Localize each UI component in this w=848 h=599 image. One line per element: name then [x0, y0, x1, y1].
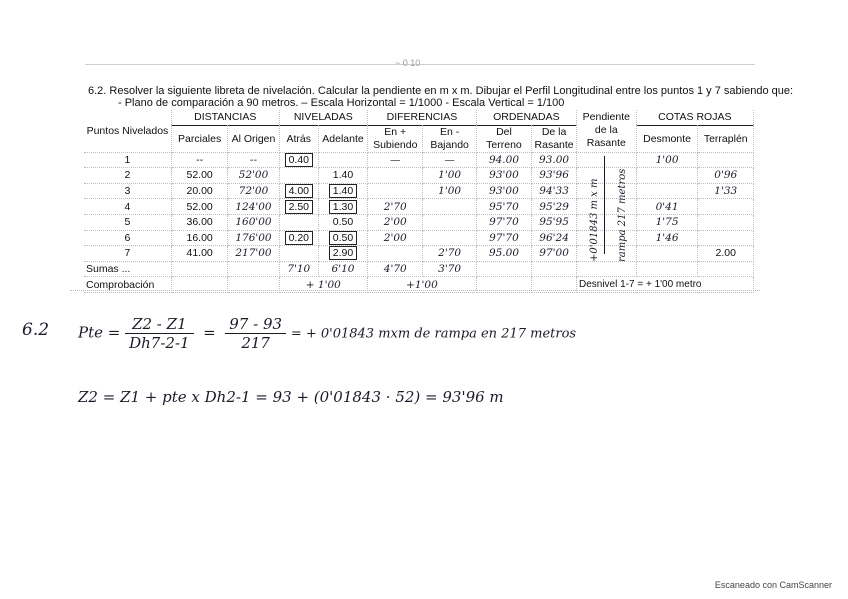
cell-adelante-value: 1.40	[332, 169, 354, 182]
pte-label: Pte =	[78, 323, 121, 342]
header-atras: Atrás	[279, 125, 318, 152]
cell-desmonte	[636, 168, 698, 184]
cell-atras-value: 0.20	[285, 231, 313, 245]
header-adelante: Adelante	[319, 125, 368, 152]
cell-al-origen-value: --	[249, 153, 258, 166]
fraction-symbolic-den: Dh7-2-1	[129, 334, 190, 352]
cell-desmonte	[636, 199, 698, 215]
cell-rasante-value: 95'95	[539, 216, 569, 229]
comprobacion-label: Comprobación	[84, 277, 171, 293]
table-row	[84, 199, 754, 215]
cell-terreno-value: 95.00	[488, 247, 519, 260]
top-fragment: ~ 0 10	[395, 58, 421, 68]
cell-pendiente	[576, 152, 636, 168]
cell-adelante-value: 0.50	[332, 216, 354, 229]
header-terreno: Del Terreno	[476, 125, 531, 152]
separator	[70, 290, 760, 291]
cell-terraplen	[698, 183, 754, 199]
cell-punto	[84, 246, 171, 262]
cell-punto	[84, 199, 171, 215]
cell-parciales	[171, 214, 227, 230]
cell-bajando-value: —	[444, 153, 455, 166]
cell-al-origen	[228, 246, 279, 262]
cell-subiendo-value: 2'00	[383, 216, 407, 229]
header-parciales: Parciales	[171, 125, 227, 152]
header-al-origen: Al Origen	[228, 125, 279, 152]
solution-number: 6.2	[22, 320, 50, 340]
comprobacion-niveladas: + 1'00	[279, 277, 367, 293]
fraction-numeric-den: 217	[241, 334, 270, 352]
cell-desmonte	[636, 230, 698, 246]
cell-adelante	[319, 183, 368, 199]
solution-result-1: = + 0'01843 mxm de rampa en 217 metros	[290, 326, 577, 342]
cell-desmonte-value: 1'46	[655, 231, 679, 244]
cell-adelante-value: 1.40	[329, 184, 357, 198]
cell-rasante-value: 95'29	[539, 200, 569, 213]
cell-adelante	[319, 199, 368, 215]
header-distancias: DISTANCIAS	[171, 110, 279, 125]
cell-rasante-value: 97'00	[539, 247, 569, 260]
cell-terreno	[476, 199, 531, 215]
solution-formula-2: Z2 = Z1 + pte x Dh2-1 = 93 + (0'01843 · 52) = 93'96 m	[78, 388, 504, 406]
cell-subiendo	[368, 214, 423, 230]
header-rasante: De la Rasante	[532, 125, 577, 152]
cell-bajando-value: 1'00	[438, 169, 462, 182]
cell-terraplen	[698, 199, 754, 215]
cell-atras	[279, 230, 318, 246]
cell-bajando	[423, 230, 476, 246]
cell-al-origen-value: 217'00	[235, 247, 272, 260]
sumas-adelante: 6'10	[319, 261, 368, 277]
leveling-table	[84, 110, 754, 293]
fraction-numeric	[225, 315, 286, 352]
cell-terraplen	[698, 246, 754, 262]
cell-atras-value: 2.50	[285, 200, 313, 214]
cell-rasante	[532, 152, 577, 168]
cell-terraplen	[698, 230, 754, 246]
cell-adelante	[319, 214, 368, 230]
cell-parciales	[171, 152, 227, 168]
cell-terreno	[476, 214, 531, 230]
cell-bajando	[423, 246, 476, 262]
cell-parciales	[171, 199, 227, 215]
cell-subiendo-value: 2'70	[383, 200, 407, 213]
solution-formula-1: Pte = $\frac{Z2 - Z1}{Dh7-2-1}$ = $\frac{97 - 93}{217}$ = + 0'01843 mxm de rampa en 217 metros	[78, 315, 577, 352]
cell-punto-value: 2	[124, 169, 131, 182]
cell-subiendo	[368, 230, 423, 246]
cell-al-origen-value: 124'00	[235, 200, 272, 213]
table-row	[84, 230, 754, 246]
cell-terraplen	[698, 214, 754, 230]
sumas-label: Sumas ...	[84, 261, 171, 277]
cell-bajando	[423, 199, 476, 215]
header-diferencias: DIFERENCIAS	[368, 110, 477, 125]
cell-desmonte-value: 0'41	[655, 200, 679, 213]
header-subiendo: En + Subiendo	[368, 125, 423, 152]
cell-punto-value: 1	[124, 153, 131, 166]
problem-line-1: 6.2. Resolver la siguiente libreta de nivelación. Calcular la pendiente en m x m. Dibujar el Perfil Longitudinal entre los puntos 1 y 7 sabiendo que:	[88, 85, 794, 97]
cell-atras	[279, 168, 318, 184]
cell-atras-value: 0.40	[285, 153, 313, 167]
cell-rasante	[532, 183, 577, 199]
fraction-numeric-num: 97 - 93	[225, 315, 286, 334]
cell-adelante-value: 2.90	[329, 246, 357, 260]
table-row	[84, 246, 754, 262]
cell-parciales	[171, 230, 227, 246]
cell-parciales	[171, 246, 227, 262]
cell-bajando-value: 2'70	[438, 247, 462, 260]
cell-subiendo	[368, 246, 423, 262]
cell-terraplen	[698, 152, 754, 168]
cell-punto-value: 6	[124, 231, 131, 244]
cell-punto-value: 3	[124, 185, 131, 198]
cell-parciales	[171, 168, 227, 184]
cell-rasante	[532, 246, 577, 262]
cell-terreno-value: 95'70	[489, 200, 519, 213]
cell-subiendo	[368, 199, 423, 215]
cell-punto-value: 4	[124, 200, 131, 213]
cell-subiendo	[368, 152, 423, 168]
cell-atras	[279, 214, 318, 230]
cell-atras	[279, 183, 318, 199]
header-desmonte: Desmonte	[636, 125, 698, 152]
header-cotas-rojas: COTAS ROJAS	[636, 110, 753, 125]
cell-bajando	[423, 183, 476, 199]
header-pendiente: Pendiente de la Rasante	[576, 110, 636, 152]
cell-subiendo-value: 2'00	[383, 231, 407, 244]
cell-terreno-value: 97'70	[489, 216, 519, 229]
header-bajando: En - Bajando	[423, 125, 476, 152]
cell-adelante	[319, 152, 368, 168]
cell-terreno	[476, 230, 531, 246]
cell-rasante-value: 93.00	[539, 153, 570, 166]
cell-parciales	[171, 183, 227, 199]
cell-terraplen	[698, 168, 754, 184]
sumas-bajando: 3'70	[423, 261, 476, 277]
cell-terreno-value: 93'00	[489, 169, 519, 182]
header-terraplen: Terraplén	[698, 125, 754, 152]
table-row	[84, 152, 754, 168]
cell-punto-value: 7	[124, 247, 131, 260]
cell-terreno	[476, 168, 531, 184]
pendiente-annotation-left: +0'01843 m x m	[589, 178, 600, 262]
cell-atras	[279, 246, 318, 262]
cell-rasante	[532, 168, 577, 184]
cell-parciales-value: 41.00	[186, 247, 213, 260]
cell-terreno	[476, 152, 531, 168]
cell-punto	[84, 214, 171, 230]
cell-adelante	[319, 230, 368, 246]
cell-adelante-value: 1.30	[329, 200, 357, 214]
header-niveladas: NIVELADAS	[279, 110, 367, 125]
cell-al-origen	[228, 199, 279, 215]
cell-al-origen	[228, 152, 279, 168]
cell-punto	[84, 230, 171, 246]
slope-arrow-line	[604, 156, 605, 254]
cell-al-origen	[228, 214, 279, 230]
cell-terraplen-value: 1'33	[714, 185, 738, 198]
sumas-atras: 7'10	[279, 261, 318, 277]
cell-bajando-value: 1'00	[438, 185, 462, 198]
cell-terraplen-value: 2.00	[715, 247, 736, 260]
header-puntos: Puntos Nivelados	[84, 110, 171, 152]
cell-subiendo	[368, 183, 423, 199]
cell-desmonte	[636, 214, 698, 230]
cell-al-origen-value: 176'00	[235, 231, 272, 244]
cell-atras-value: 4.00	[285, 184, 313, 198]
cell-rasante-value: 94'33	[539, 185, 569, 198]
cell-terreno-value: 94.00	[488, 153, 519, 166]
table-row	[84, 183, 754, 199]
scanner-watermark: Escaneado con CamScanner	[714, 580, 832, 590]
cell-rasante	[532, 230, 577, 246]
cell-subiendo-value: —	[390, 153, 401, 166]
header-ordenadas: ORDENADAS	[476, 110, 576, 125]
desnivel-text: Desnivel 1-7 = + 1'00 metro	[576, 277, 753, 293]
cell-al-origen	[228, 230, 279, 246]
cell-adelante-value: 0.50	[329, 231, 357, 245]
table-row	[84, 168, 754, 184]
fraction-symbolic	[125, 315, 193, 352]
cell-punto-value: 5	[124, 216, 131, 229]
cell-al-origen-value: 52'00	[238, 169, 269, 182]
problem-line-2: - Plano de comparación a 90 metros. – Escala Horizontal = 1/1000 - Escala Vertical = 1/100	[118, 97, 565, 109]
sumas-row	[84, 261, 754, 277]
cell-al-origen	[228, 168, 279, 184]
comprobacion-diferencias: +1'00	[368, 277, 477, 293]
cell-parciales-value: --	[196, 153, 204, 166]
cell-desmonte-value: 1'75	[655, 216, 679, 229]
cell-parciales-value: 16.00	[186, 231, 213, 244]
cell-al-origen-value: 72'00	[238, 185, 269, 198]
fraction-symbolic-num: Z2 - Z1	[125, 315, 193, 334]
cell-parciales-value: 20.00	[186, 185, 213, 198]
cell-terraplen-value: 0'96	[714, 169, 738, 182]
cell-adelante	[319, 168, 368, 184]
cell-atras	[279, 199, 318, 215]
sumas-subiendo: 4'70	[368, 261, 423, 277]
table-row	[84, 214, 754, 230]
cell-desmonte	[636, 152, 698, 168]
cell-parciales-value: 52.00	[186, 169, 213, 182]
cell-terreno	[476, 183, 531, 199]
cell-bajando	[423, 168, 476, 184]
cell-rasante	[532, 199, 577, 215]
cell-terreno	[476, 246, 531, 262]
cell-adelante	[319, 246, 368, 262]
cell-bajando	[423, 152, 476, 168]
cell-atras	[279, 152, 318, 168]
cell-punto	[84, 183, 171, 199]
cell-rasante	[532, 214, 577, 230]
cell-terreno-value: 93'00	[489, 185, 519, 198]
cell-subiendo	[368, 168, 423, 184]
cell-rasante-value: 96'24	[539, 231, 569, 244]
cell-desmonte	[636, 246, 698, 262]
pendiente-annotation-right: rampa 217 metros	[617, 168, 628, 262]
cell-parciales-value: 36.00	[186, 216, 213, 229]
cell-punto	[84, 168, 171, 184]
cell-parciales-value: 52.00	[186, 200, 213, 213]
cell-punto	[84, 152, 171, 168]
problem-statement	[88, 85, 793, 109]
cell-al-origen	[228, 183, 279, 199]
cell-desmonte	[636, 183, 698, 199]
cell-terreno-value: 97'70	[489, 231, 519, 244]
cell-desmonte-value: 1'00	[655, 153, 679, 166]
cell-bajando	[423, 214, 476, 230]
cell-al-origen-value: 160'00	[235, 216, 272, 229]
cell-rasante-value: 93'96	[539, 169, 569, 182]
